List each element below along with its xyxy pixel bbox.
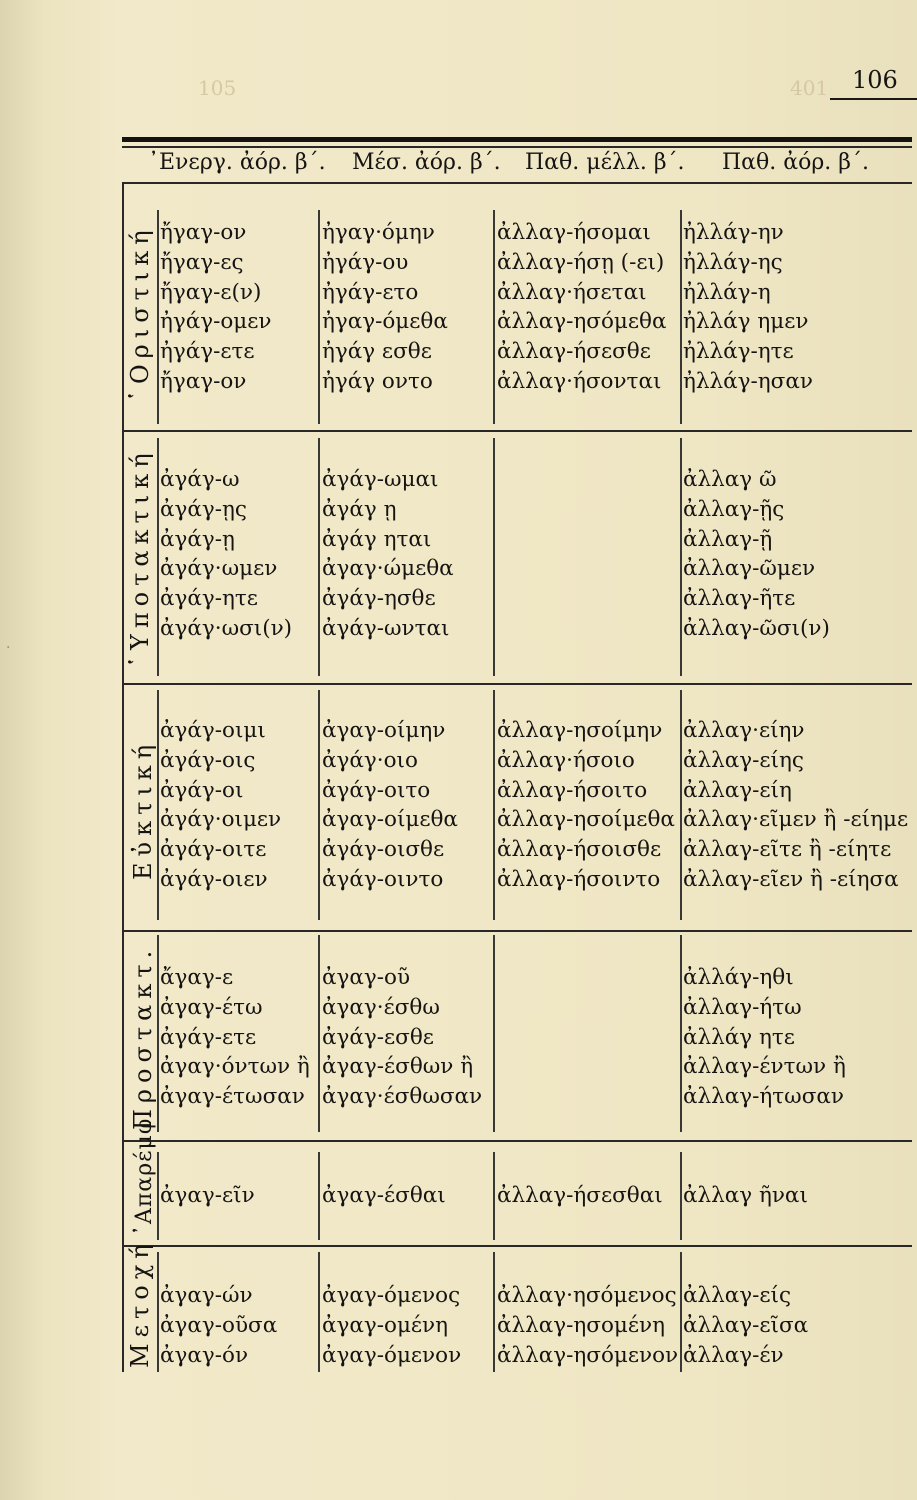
page-number-rule [830,98,917,100]
optative-passive-future-form: ἀλλαγ-ήσοιτο [497,777,648,803]
imperative-active-aorist-form: ἀγαγ·όντων ἢ [160,1054,310,1080]
indicative-passive-future-form: ἀλλαγ·ήσεται [497,279,647,305]
column-header-passive-future: Παθ. μέλλ. β΄. [525,150,685,175]
optative-active-aorist-form: ἀγάγ-οιμι [160,718,266,743]
optative-active-aorist-form: ἀγάγ-οιεν [160,867,268,892]
participle-middle-aorist-form: ἀγαγ-ομένη [322,1312,449,1338]
page-number: 106 [852,66,898,94]
imperative-passive-aorist-form: ἀλλαγ-ήτω [683,994,802,1020]
subjunctive-passive-aorist-form: ἀλλαγ-ῶσι(ν) [683,616,830,641]
imperative-passive-aorist-form: ἀλλαγ-έντων ἢ [683,1054,846,1080]
participle-active-aorist-form: ἀγαγ-όν [160,1342,249,1368]
header-rule-thin [122,146,912,148]
participle-middle-aorist-form: ἀγαγ-όμενον [322,1342,462,1368]
imperative-middle-aorist-form: ἀγάγ-εσθε [322,1024,434,1050]
participle-passive-aorist-form: ἀλλαγ-έν [683,1342,784,1368]
column-divider-passive-aorist [680,1152,682,1240]
column-divider-middle-aorist [318,690,320,920]
optative-active-aorist-form: ἀγάγ-οι [160,777,244,803]
optative-passive-future-form: ἀλλαγ-ήσοιντο [497,867,661,892]
section-label-infinitive: ᾿Απαρέμφ. [132,1109,157,1236]
bleed-through-text: 401 [790,76,829,100]
section-label-imperative: Προστακτ. [129,944,157,1130]
section-divider-rule [122,683,912,685]
indicative-middle-aorist-form: ἠγαγ-όμεθα [322,309,448,335]
indicative-middle-aorist-form: ἠγάγ-ου [322,249,409,275]
column-header-active-aorist: ᾿Ενεργ. ἀόρ. β΄. [148,150,326,175]
column-divider-middle-aorist [318,935,320,1132]
subjunctive-active-aorist-form: ἀγάγ-ω [160,467,240,492]
subjunctive-middle-aorist-form: ἀγάγ ῃ [322,496,397,522]
column-divider-passive-aorist [680,438,682,676]
indicative-passive-future-form: ἀλλαγ-ησόμεθα [497,309,667,335]
indicative-middle-aorist-form: ἠγαγ·όμην [322,220,435,245]
optative-middle-aorist-form: ἀγάγ-οιτο [322,777,431,803]
subjunctive-active-aorist-form: ἀγάγ-ητε [160,586,258,612]
imperative-middle-aorist-form: ἀγαγ·έσθωσαν [322,1084,483,1110]
indicative-passive-aorist-form: ἠλλάγ ημεν [683,309,809,335]
optative-middle-aorist-form: ἀγαγ-οίμην [322,718,446,743]
participle-passive-future-form: ἀλλαγ-ησόμενον [497,1342,679,1368]
column-divider-passive-aorist [680,210,682,424]
subjunctive-active-aorist-form: ἀγάγ·ωμεν [160,556,278,582]
infinitive-middle-aorist-form: ἀγαγ-έσθαι [322,1183,446,1208]
indicative-passive-aorist-form: ἠλλάγ-ησαν [683,369,813,394]
imperative-middle-aorist-form: ἀγαγ-έσθων ἢ [322,1054,474,1080]
column-divider-active-aorist [157,690,159,920]
imperative-middle-aorist-form: ἀγαγ-οῦ [322,965,411,990]
section-divider-rule [122,1245,912,1247]
optative-passive-future-form: ἀλλαγ-ησοίμην [497,718,663,743]
section-label-optative: Εὐκτική [129,738,157,880]
indicative-passive-future-form: ἀλλαγ-ήσομαι [497,220,651,245]
subjunctive-middle-aorist-form: ἀγάγ-ωνται [322,616,450,641]
column-divider-passive-future [493,690,495,920]
table-left-border [122,182,124,1372]
participle-active-aorist-form: ἀγαγ-ών [160,1283,253,1308]
subjunctive-active-aorist-form: ἀγάγ-ῃς [160,496,247,522]
imperative-active-aorist-form: ἀγαγ-έτω [160,994,263,1020]
margin-speck: · [6,640,11,656]
column-divider-middle-aorist [318,438,320,676]
column-divider-passive-future [493,1252,495,1372]
section-label-indicative: ῾Οριστική [126,224,154,402]
optative-passive-aorist-form: ἀλλαγ·είην [683,718,805,743]
indicative-active-aorist-form: ἤγαγ-ον [160,220,247,245]
indicative-passive-future-form: ἀλλαγ-ήσεσθε [497,339,651,365]
participle-active-aorist-form: ἀγαγ-οῦσα [160,1312,278,1338]
imperative-middle-aorist-form: ἀγαγ·έσθω [322,994,440,1020]
optative-passive-aorist-form: ἀλλαγ-εῖτε ἢ -είητε [683,837,892,863]
optative-passive-future-form: ἀλλαγ·ήσοιο [497,747,635,773]
column-divider-active-aorist [157,1252,159,1372]
subjunctive-middle-aorist-form: ἀγάγ ηται [322,526,432,552]
optative-middle-aorist-form: ἀγάγ-οισθε [322,837,445,863]
indicative-passive-aorist-form: ἠλλάγ-ην [683,220,784,245]
indicative-active-aorist-form: ἠγάγ-ομεν [160,309,272,335]
column-divider-passive-aorist [680,935,682,1132]
column-divider-passive-aorist [680,690,682,920]
subjunctive-passive-aorist-form: ἀλλαγ-ῆτε [683,586,796,612]
infinitive-active-aorist-form: ἀγαγ-εῖν [160,1183,255,1208]
subjunctive-middle-aorist-form: ἀγαγ·ώμεθα [322,556,454,582]
column-divider-active-aorist [157,1152,159,1240]
indicative-passive-future-form: ἀλλαγ·ήσονται [497,369,662,394]
column-header-middle-aorist: Μέσ. ἀόρ. β΄. [352,150,501,175]
optative-middle-aorist-form: ἀγάγ-οιντο [322,867,444,892]
column-divider-middle-aorist [318,1152,320,1240]
participle-passive-future-form: ἀλλαγ·ησόμενος [497,1283,677,1308]
header-bottom-rule [122,182,912,184]
infinitive-passive-aorist-form: ἀλλαγ ῆναι [683,1183,808,1208]
indicative-middle-aorist-form: ἠγάγ οντο [322,369,433,394]
optative-passive-aorist-form: ἀλλαγ·εῖμεν ἢ -είημε [683,807,909,833]
column-divider-passive-future [493,1152,495,1240]
section-divider-rule [122,930,912,932]
indicative-active-aorist-form: ἤγαγ-ον [160,369,247,394]
indicative-middle-aorist-form: ἠγάγ-ετο [322,279,419,305]
indicative-passive-future-form: ἀλλαγ-ήσῃ (-ει) [497,249,665,275]
imperative-passive-aorist-form: ἀλλαγ-ήτωσαν [683,1084,844,1110]
section-label-participle: Μετοχή [126,1238,154,1368]
subjunctive-active-aorist-form: ἀγάγ-ῃ [160,526,235,552]
participle-passive-aorist-form: ἀλλαγ-εῖσα [683,1312,809,1338]
column-divider-active-aorist [157,210,159,424]
subjunctive-passive-aorist-form: ἀλλαγ-ῶμεν [683,556,816,582]
indicative-passive-aorist-form: ἠλλάγ-η [683,279,771,305]
indicative-active-aorist-form: ἤγαγ-ες [160,249,244,275]
subjunctive-passive-aorist-form: ἀλλαγ-ῇ [683,526,773,552]
column-header-passive-aorist: Παθ. ἀόρ. β΄. [722,150,870,175]
optative-active-aorist-form: ἀγάγ-οις [160,747,256,773]
optative-passive-future-form: ἀλλαγ-ήσοισθε [497,837,662,863]
optative-active-aorist-form: ἀγάγ-οιτε [160,837,267,863]
optative-passive-future-form: ἀλλαγ-ησοίμεθα [497,807,675,833]
column-divider-active-aorist [157,438,159,676]
section-label-subjunctive: ῾Υποτακτική [126,447,154,668]
indicative-active-aorist-form: ἠγάγ-ετε [160,339,255,365]
indicative-passive-aorist-form: ἠλλάγ-ητε [683,339,794,365]
indicative-passive-aorist-form: ἠλλάγ-ης [683,249,783,275]
subjunctive-active-aorist-form: ἀγάγ·ωσι(ν) [160,616,293,641]
optative-passive-aorist-form: ἀλλαγ-είης [683,747,804,773]
bleed-through-text: 105 [198,76,237,100]
participle-middle-aorist-form: ἀγαγ-όμενος [322,1283,461,1308]
indicative-middle-aorist-form: ἠγάγ εσθε [322,339,432,365]
imperative-active-aorist-form: ἀγάγ-ετε [160,1024,257,1050]
indicative-active-aorist-form: ἤγαγ-ε(ν) [160,279,262,305]
optative-passive-aorist-form: ἀλλαγ-εῖεν ἢ -είησα [683,867,899,892]
imperative-active-aorist-form: ἄγαγ-ε [160,965,234,990]
imperative-active-aorist-form: ἀγαγ-έτωσαν [160,1084,305,1110]
column-divider-passive-aorist [680,1252,682,1372]
subjunctive-passive-aorist-form: ἀλλαγ ῶ [683,467,777,492]
column-divider-passive-future [493,438,495,676]
column-divider-passive-future [493,935,495,1132]
section-divider-rule [122,1140,912,1142]
header-rule-thick [122,137,912,142]
subjunctive-middle-aorist-form: ἀγάγ-ωμαι [322,467,439,492]
infinitive-passive-future-form: ἀλλαγ-ήσεσθαι [497,1183,663,1208]
column-divider-passive-future [493,210,495,424]
imperative-passive-aorist-form: ἀλλάγ-ηθι [683,965,794,990]
participle-passive-future-form: ἀλλαγ-ησομένη [497,1312,665,1338]
section-divider-rule [122,430,912,432]
subjunctive-passive-aorist-form: ἀλλαγ-ῇς [683,496,785,522]
optative-middle-aorist-form: ἀγαγ-οίμεθα [322,807,458,833]
subjunctive-middle-aorist-form: ἀγάγ-ησθε [322,586,436,612]
column-divider-middle-aorist [318,210,320,424]
column-divider-middle-aorist [318,1252,320,1372]
optative-middle-aorist-form: ἀγάγ·οιο [322,747,418,773]
optative-active-aorist-form: ἀγάγ·οιμεν [160,807,282,833]
column-divider-active-aorist [157,935,159,1132]
participle-passive-aorist-form: ἀλλαγ-είς [683,1283,792,1308]
imperative-passive-aorist-form: ἀλλάγ ητε [683,1024,795,1050]
optative-passive-aorist-form: ἀλλαγ-είη [683,777,792,803]
